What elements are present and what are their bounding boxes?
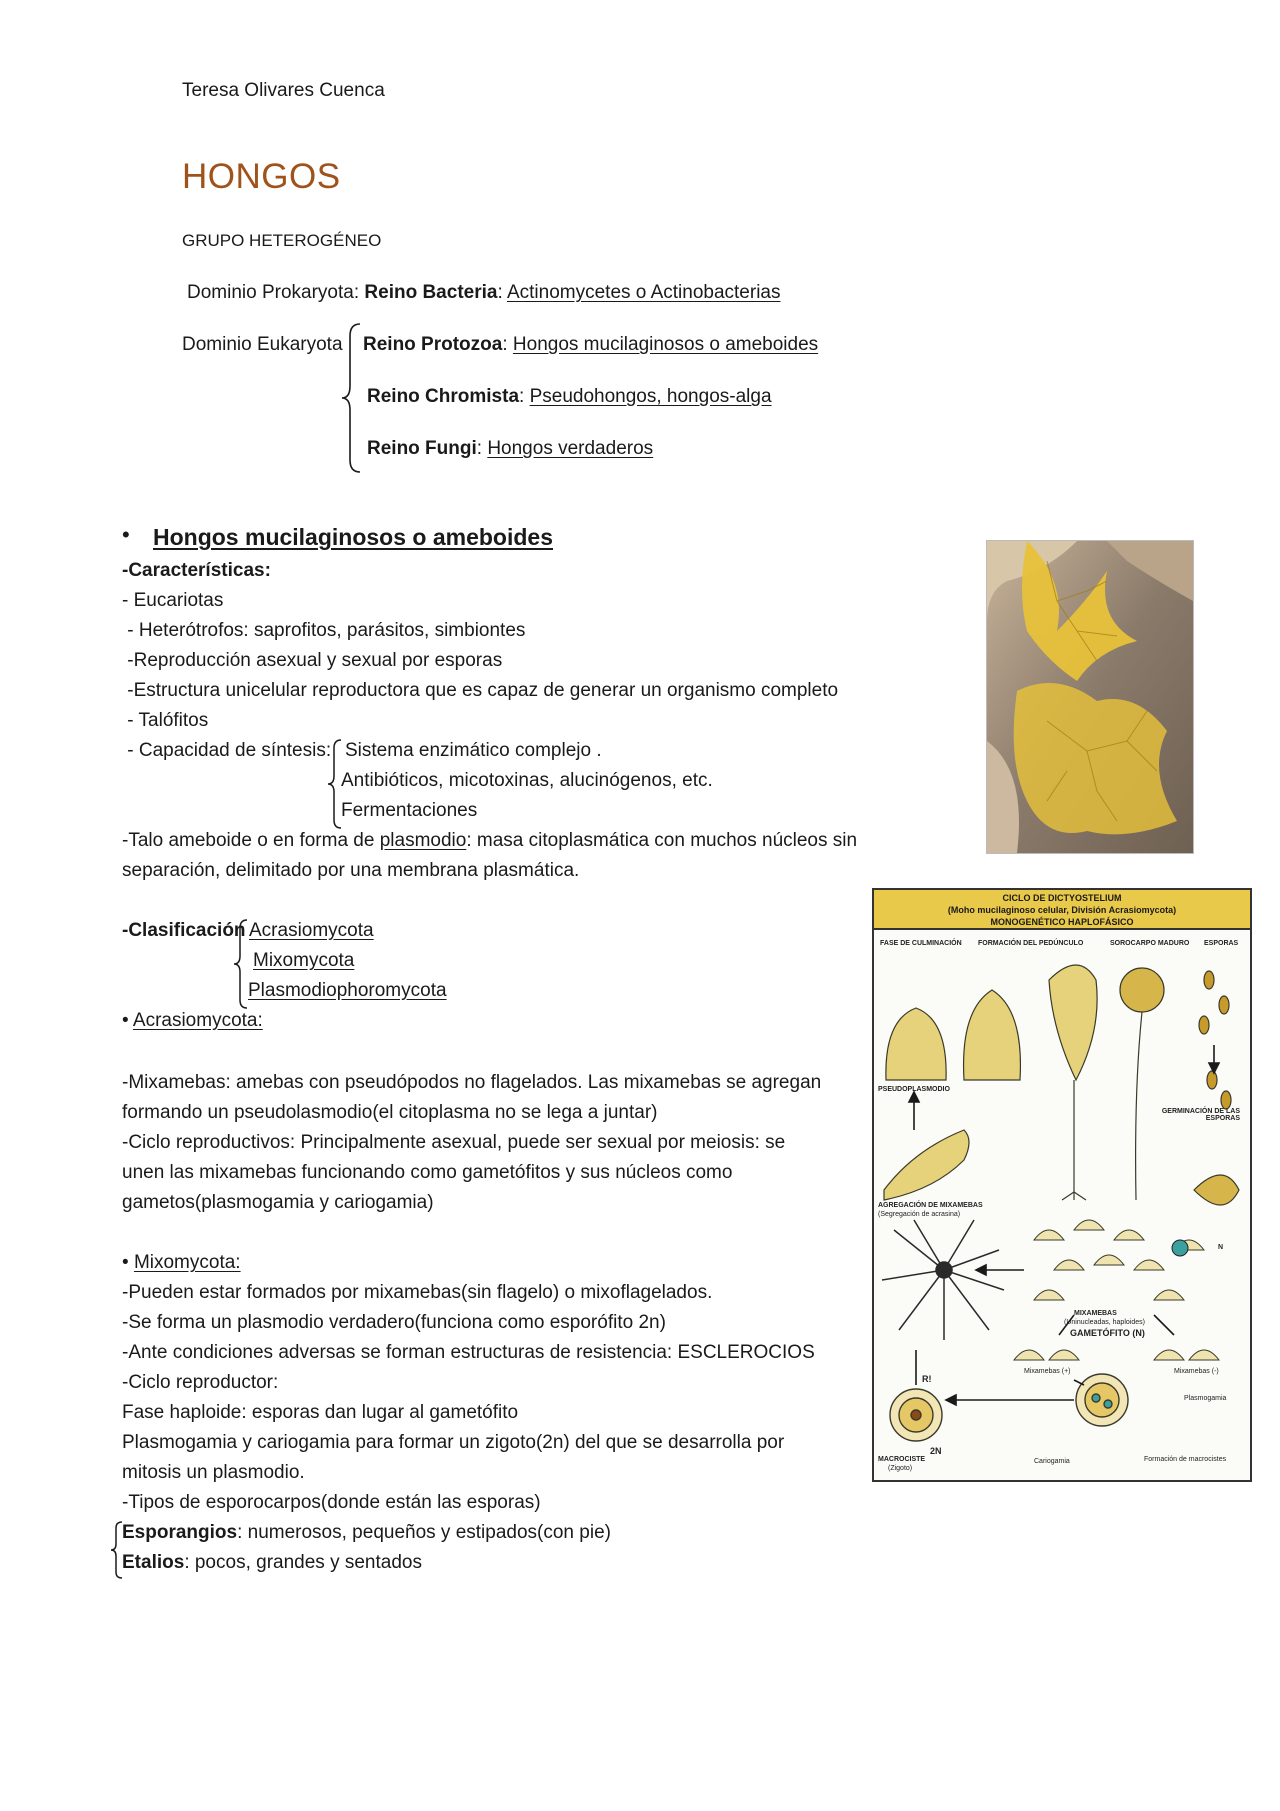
diagram-label: Cariogamia (1034, 1458, 1070, 1465)
char-item: -Reproducción asexual y sexual por esporas (122, 650, 503, 671)
type-name: Etalios (122, 1552, 185, 1573)
mixo-line: -Tipos de esporocarpos(donde están las esporas) (122, 1492, 541, 1513)
acrasio-line: gametos(plasmogamia y cariogamia) (122, 1192, 434, 1213)
section-bullet: • (122, 522, 130, 547)
diagram-label: MIXAMEBAS (1074, 1310, 1117, 1317)
slime-mold-illustration (987, 541, 1193, 853)
text: : masa citoplasmática con muchos núcleos sin (466, 830, 858, 851)
domain-eukaryota-label: Dominio Eukaryota (182, 334, 343, 355)
mixo-heading (122, 1252, 241, 1275)
type-name: Esporangios (122, 1522, 238, 1543)
eukaryota-brace (340, 322, 364, 474)
diagram-label: Plasmogamia (1184, 1395, 1227, 1402)
diagram-title: CICLO DE DICTYOSTELIUM (1002, 893, 1122, 903)
domain-label: Dominio Prokaryota: (187, 282, 365, 303)
class-item: Mixomycota (253, 950, 355, 971)
diagram-subtitle: MONOGENÉTICO HAPLOFÁSICO (990, 917, 1134, 927)
type-desc: : pocos, grandes y sentados (184, 1552, 422, 1573)
kingdom-name: Reino Fungi (367, 438, 477, 459)
diagram-label: Mixamebas (-) (1174, 1368, 1219, 1375)
diagram-label: FASE DE CULMINACIÓN (880, 940, 962, 947)
separator: : (497, 282, 507, 303)
diagram-label: SOROCARPO MADURO (1110, 940, 1190, 947)
classification-label: -Clasificación (122, 920, 246, 941)
slime-mold-photo (986, 540, 1194, 854)
kingdom-desc: Pseudohongos, hongos-alga (529, 386, 772, 407)
diagram-label: GERMINACIÓN DE LAS ESPORAS (1161, 1108, 1240, 1122)
kingdom-name: Reino Protozoa (363, 334, 503, 355)
domain-prokaryota (187, 282, 781, 305)
mixo-line: -Pueden estar formados por mixamebas(sin flagelo) o mixoflagelados. (122, 1282, 713, 1303)
separator: : (519, 386, 530, 407)
class-item: Acrasiomycota (249, 920, 374, 941)
acrasio-line: unen las mixamebas funcionando como gametófitos y sus núcleos como (122, 1162, 733, 1183)
diagram-label: PSEUDOPLASMODIO (878, 1086, 950, 1093)
synthesis-item: Sistema enzimático complejo . (345, 740, 602, 761)
separator: : (502, 334, 513, 355)
diagram-label: Formación de macrocistes (1144, 1456, 1227, 1463)
section-heading: Hongos mucilaginosos o ameboides (153, 524, 554, 550)
acrasio-line: -Ciclo reproductivos: Principalmente asexual, puede ser sexual por meiosis: se (122, 1132, 786, 1153)
diagram-label: FORMACIÓN DEL PEDÚNCULO (978, 940, 1084, 947)
plasmodio-term: plasmodio (379, 830, 467, 851)
text: -Talo ameboide o en forma de (122, 830, 380, 851)
synthesis-item: Antibióticos, micotoxinas, alucinógenos, etc. (341, 770, 713, 791)
char-item: - Talófitos (122, 710, 209, 731)
synthesis-item: Fermentaciones (341, 800, 478, 821)
kingdom-desc: Hongos verdaderos (487, 438, 654, 459)
dictyostelium-cycle-diagram (872, 888, 1252, 1482)
sporocarp-type (122, 1552, 422, 1575)
diagram-label: (Segregación de acrasina) (878, 1211, 961, 1218)
kingdom-desc: Hongos mucilaginosos o ameboides (512, 334, 819, 355)
diagram-label: N (1218, 1244, 1224, 1251)
diagram-label: (Zigoto) (888, 1465, 913, 1472)
char-item: -Estructura unicelular reproductora que es capaz de generar un organismo completo (122, 680, 839, 701)
diagram-header (874, 890, 1250, 930)
aggregation-star (882, 1220, 1004, 1340)
diagram-label: AGREGACIÓN DE MIXAMEBAS (878, 1202, 983, 1209)
diagram-label: ESPORAS (1204, 940, 1239, 947)
class-item: Plasmodiophoromycota (248, 980, 447, 1001)
bullet: • (122, 1010, 129, 1031)
diagram-label: GAMETÓFITO (N) (1070, 1328, 1145, 1338)
kingdom-desc: Actinomycetes o Actinobacterias (506, 282, 781, 303)
char-item: - Eucariotas (122, 590, 224, 611)
subtitle: GRUPO HETEROGÉNEO (182, 231, 382, 250)
acrasio-line: -Mixamebas: amebas con pseudópodos no flagelados. Las mixamebas se agregan (122, 1072, 822, 1093)
author: Teresa Olivares Cuenca (182, 80, 385, 101)
acrasio-line: formando un pseudolasmodio(el citoplasma no se lega a juntar) (122, 1102, 658, 1123)
bullet: • (122, 1252, 129, 1273)
mixo-line: Fase haploide: esporas dan lugar al gametófito (122, 1402, 519, 1423)
subsection-title: Acrasiomycota: (132, 1010, 263, 1031)
separator: : (476, 438, 488, 459)
diagram-label: R! (922, 1374, 932, 1384)
acrasio-heading (122, 1010, 263, 1033)
char-item: - Capacidad de síntesis: (122, 740, 332, 761)
type-desc: : numerosos, pequeños y estipados(con pie) (237, 1522, 611, 1543)
talo-line-1 (122, 830, 857, 853)
subsection-title: Mixomycota: (133, 1252, 241, 1273)
page-title: HONGOS (182, 157, 341, 196)
diagram-label: (Uninucleadas, haploides) (1064, 1319, 1145, 1326)
kingdom-protozoa (363, 334, 818, 357)
diagram-subtitle: (Moho mucilaginoso celular, División Acrasiomycota) (947, 905, 1177, 915)
kingdom-name: Reino Bacteria (364, 282, 498, 303)
diagram-label: MACROCISTE (878, 1456, 926, 1463)
kingdom-chromista (367, 386, 772, 409)
mixo-line: mitosis un plasmodio. (122, 1462, 305, 1483)
talo-line-2: separación, delimitado por una membrana plasmática. (122, 860, 580, 881)
mixo-line: -Ciclo reproductor: (122, 1372, 279, 1393)
kingdom-fungi (367, 438, 653, 461)
kingdom-name: Reino Chromista (367, 386, 520, 407)
mixo-line: -Se forma un plasmodio verdadero(funciona como esporófito 2n) (122, 1312, 666, 1333)
char-item: - Heterótrofos: saprofitos, parásitos, simbiontes (122, 620, 526, 641)
sporocarp-type (122, 1522, 611, 1545)
diagram-label: 2N (930, 1446, 942, 1456)
mixo-line: -Ante condiciones adversas se forman estructuras de resistencia: ESCLEROCIOS (122, 1342, 815, 1363)
diagram-label: Mixamebas (+) (1024, 1368, 1071, 1375)
mixo-line: Plasmogamia y cariogamia para formar un zigoto(2n) del que se desarrolla por (122, 1432, 785, 1453)
characteristics-heading: -Características: (122, 560, 271, 581)
